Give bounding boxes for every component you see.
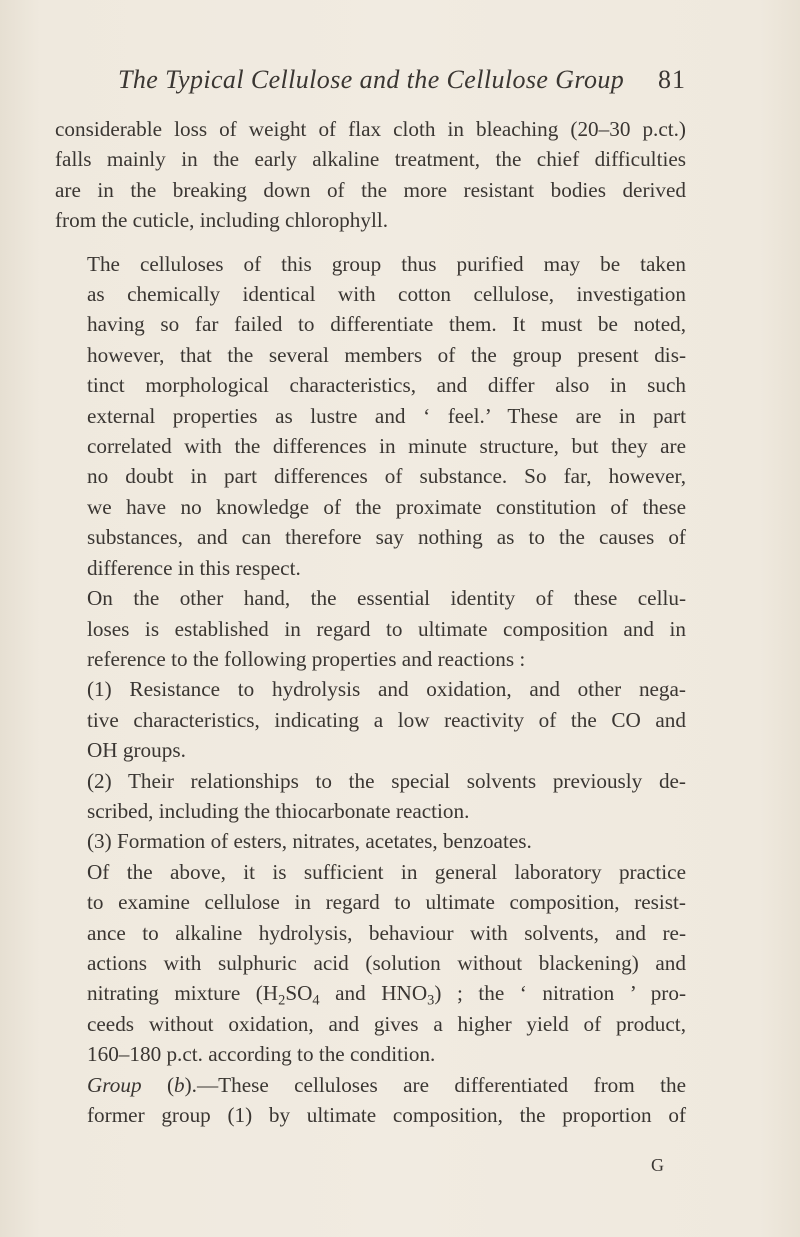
text-line: Of the above, it is sufficient in general laboratory practice — [87, 859, 686, 884]
text-line: correlated with the differences in minute structure, but they are — [87, 434, 686, 459]
text-line: difference in this respect. — [87, 555, 301, 580]
page-number: 81 — [658, 65, 686, 94]
body-text — [55, 114, 686, 1130]
text-line: are in the breaking down of the more resistant bodies derived — [55, 177, 686, 202]
list-item-1 — [55, 674, 686, 765]
text-line: tive characteristics, indicating a low reactivity of the CO and — [87, 707, 686, 732]
text-line: considerable loss of weight of flax cloth in bleaching (20–30 p.ct.) — [55, 117, 686, 141]
text-line: actions with sulphuric acid (solution without blackening) and — [87, 950, 686, 975]
running-header — [118, 60, 686, 100]
text-line: we have no knowledge of the proximate constitution of these — [87, 494, 686, 519]
text-line: former group (1) by ultimate composition, the proportion of — [87, 1103, 686, 1127]
text-line: reference to the following properties and reactions : — [87, 646, 526, 671]
text-line: as chemically identical with cotton cellulose, investigation — [87, 282, 686, 307]
running-title: The Typical Cellulose and the Cellulose Group — [118, 65, 625, 94]
text-line: (2) Their relationships to the special solvents previously de- — [87, 768, 686, 793]
text-line: 160–180 p.ct. according to the condition. — [87, 1042, 436, 1067]
text-fragment: SO — [285, 981, 313, 1006]
text-line: On the other hand, the essential identity of these cellu- — [87, 586, 686, 611]
text-line: ceeds without oxidation, and gives a higher yield of product, — [87, 1011, 686, 1036]
paragraph-laboratory — [55, 857, 686, 1070]
group-b-line — [55, 1070, 686, 1100]
text-fragment: ( — [141, 1072, 175, 1097]
text-line: (1) Resistance to hydrolysis and oxidation, and other nega- — [87, 677, 686, 702]
text-line: no doubt in part differences of substance. So far, however, — [87, 464, 686, 489]
text-line: (3) Formation of esters, nitrates, acetates, benzoates. — [87, 829, 532, 854]
subscript: 2 — [278, 992, 286, 1009]
subscript: 4 — [312, 992, 320, 1009]
text-fragment: and HNO — [319, 981, 428, 1006]
text-line: scribed, including the thiocarbonate reaction. — [87, 798, 470, 823]
list-item-3 — [55, 826, 686, 856]
paragraph-identity — [55, 583, 686, 674]
text-line: falls mainly in the early alkaline treatment, the chief difficulties — [55, 147, 686, 172]
text-line: however, that the several members of the group present dis- — [87, 342, 686, 367]
formula-line — [55, 978, 686, 1008]
paragraph-continuation — [55, 114, 686, 236]
text-line: from the cuticle, including chlorophyll. — [55, 208, 389, 233]
text-fragment: —These celluloses are differentiated from the — [196, 1072, 686, 1097]
text-line: external properties as lustre and ‘ feel.’ These are in part — [87, 403, 686, 428]
text-line: ance to alkaline hydrolysis, behaviour with solvents, and re- — [87, 920, 686, 945]
text-line: loses is established in regard to ultimate composition and in — [87, 616, 686, 641]
signature-mark: G — [651, 1155, 665, 1175]
subscript: 3 — [427, 992, 435, 1009]
list-item-2 — [55, 766, 686, 827]
text-fragment: ). — [184, 1072, 197, 1097]
text-line: substances, and can therefore say nothing as to the causes of — [87, 525, 686, 550]
group-label: Group — [87, 1072, 142, 1097]
text-fragment: ) ; the ‘ nitration ’ pro- — [434, 981, 687, 1006]
text-line: The celluloses of this group thus purified may be taken — [87, 251, 686, 276]
text-line: tinct morphological characteristics, and differ also in such — [87, 373, 686, 398]
paragraph-group-b — [55, 1070, 686, 1131]
text-line: OH groups. — [87, 738, 186, 763]
group-letter: b — [174, 1072, 185, 1097]
text-line: to examine cellulose in regard to ultimate composition, resist- — [87, 890, 686, 915]
text-line: having so far failed to differentiate them. It must be noted, — [87, 312, 686, 337]
text-fragment: nitrating mixture (H — [87, 981, 279, 1006]
paragraph-celluloses — [55, 249, 686, 583]
